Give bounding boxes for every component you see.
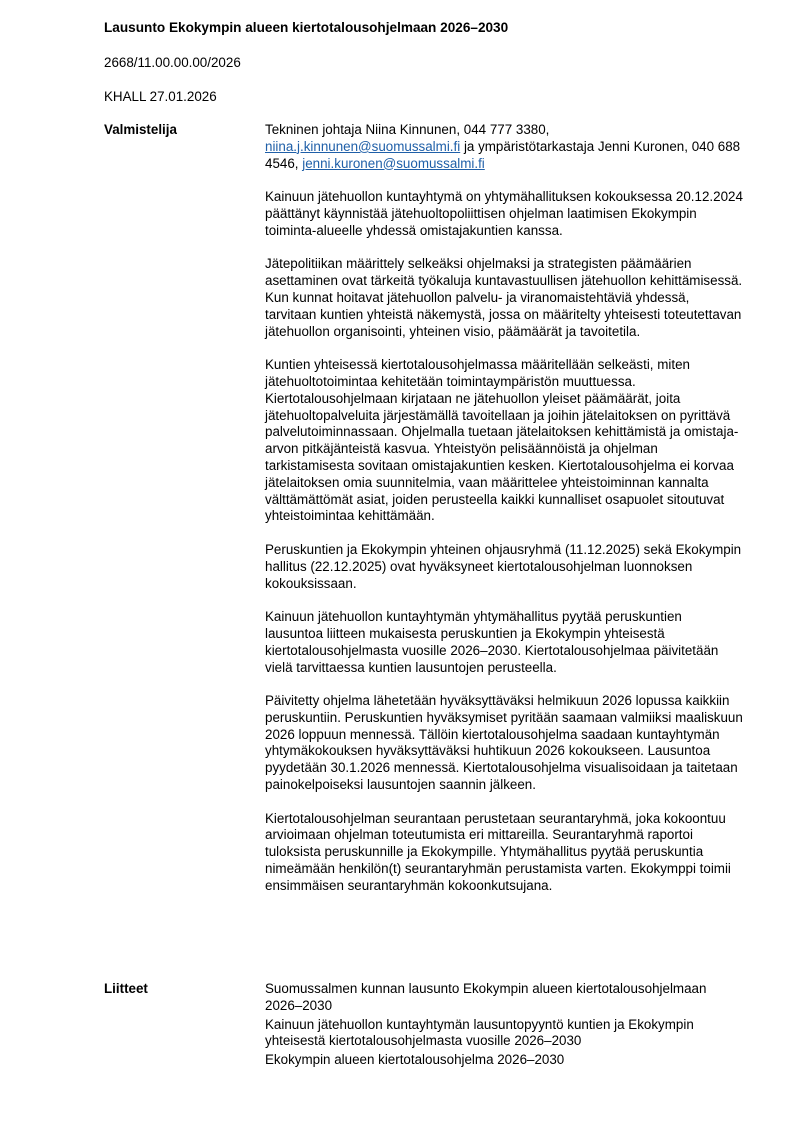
body-paragraph: Kainuun jätehuollon kuntayhtymän yhtymähallitus pyytää peruskuntien lausuntoa liitteen mukaisesta peruskuntien ja Ekokympin yhteisestä kiertotalousohjelmasta vuosille 2026–2030. Kiertotalousohjelmaa päivitetään vielä tarvittaessa kuntien lausuntojen perusteella. <box>265 609 719 675</box>
attachment-item: Kainuun jätehuollon kuntayhtymän lausuntopyyntö kuntien ja Ekokympin yhteisestä kiertotalousohjelmasta vuosille 2026–2030 <box>265 1016 694 1049</box>
preparer-content <box>265 122 743 895</box>
contact-mid: ja ympäristötarkastaja Jenni Kuronen, 040 688 4546, <box>265 138 741 171</box>
reference-number: 2668/11.00.00.00/2026 <box>104 55 241 70</box>
email-link-kinnunen[interactable]: niina.j.kinnunen@suomussalmi.fi <box>265 138 461 154</box>
body-paragraph: Kiertotalousohjelman seurantaan perustetaan seurantaryhmä, joka kokoontuu arvioimaan ohjelman toteutumista eri mittareilla. Seurantaryhmä raportoi tuloksista peruskunnille ja Ekokympille. Yhtymähallitus pyytää peruskuntia nimeämään henkilön(t) seurantaryhmän perustamista varten. Ekokymppi toimii ensimmäisen seurantaryhmän kokoonkutsujana. <box>265 810 731 893</box>
body-paragraph: Kainuun jätehuollon kuntayhtymä on yhtymähallituksen kokouksessa 20.12.2024 päättänyt käynnistää jätehuoltopoliittisen ohjelman laatimisen Ekokympin toiminta-alueelle yhdessä omistajakuntien kanssa. <box>265 189 743 238</box>
email-link-kuronen[interactable]: jenni.kuronen@suomussalmi.fi <box>302 155 485 171</box>
attachment-item: Suomussalmen kunnan lausunto Ekokympin alueen kiertotalousohjelmaan 2026–2030 <box>265 981 707 1013</box>
body-paragraph: Peruskuntien ja Ekokympin yhteinen ohjausryhmä (11.12.2025) sekä Ekokympin hallitus (22.12.2025) ovat hyväksyneet kiertotalousohjelman luonnoksen kokouksissaan. <box>265 541 742 591</box>
attachments-list <box>265 981 743 1071</box>
contact-prefix: Tekninen johtaja Niina Kinnunen, 044 777 3380, <box>265 122 550 137</box>
document-title: Lausunto Ekokympin alueen kiertotalousohjelmaan 2026–2030 <box>104 20 509 35</box>
body-paragraph: Jätepolitiikan määrittely selkeäksi ohjelmaksi ja strategisten päämäärien asettaminen ovat tärkeitä työkaluja kuntavastuullisen jätehuollon kehittämisessä. Kun kunnat hoitavat jätehuollon palvelu- ja viranomaistehtäviä yhdessä, tarvitaan kuntien yhteistä näkemystä, jossa on määritelty yhteisesti toteutettavan jätehuollon organisointi, yhteinen visio, päämäärät ja tavoitetila. <box>265 256 743 339</box>
attachment-item: Ekokympin alueen kiertotalousohjelma 2026–2030 <box>265 1052 565 1068</box>
preparer-label: Valmistelija <box>104 122 177 137</box>
body-paragraph: Kuntien yhteisessä kiertotalousohjelmassa määritellään selkeästi, miten jätehuoltotoimintaa kehitetään toimintaympäristön muuttuessa. Kiertotalousohjelmaan kirjataan ne jätehuollon yleiset päämäärät, joita jätehuoltopalveluita järjestämällä tavoitellaan ja joihin jätelaitoksen on pyrittävä palvelutoiminnassaan. Ohjelmalla tuetaan jätelaitoksen kehittämistä ja omistaja-arvon pitkäjänteistä kasvua. Yhteistyön pelisäännöistä ja ohjelman tarkistamisesta sovitaan omistajakuntien kesken. Kiertotalousohjelma ei korvaa jätelaitoksen omia suunnitelmia, vaan määrittelee yhteistoiminnan kannalta välttämättömät asiat, joiden perusteella kaikki kunnalliset osapuolet sitoutuvat yhteistoimintaa kehittämään. <box>265 357 739 524</box>
body-paragraph: Päivitetty ohjelma lähetetään hyväksyttäväksi helmikuun 2026 lopussa kaikkiin peruskuntiin. Peruskuntien hyväksymiset pyritään saamaan valmiiksi maaliskuun 2026 loppuun mennessä. Tällöin kiertotalousohjelma saadaan kuntayhtymän yhtymäkokouksen hyväksyttäväksi huhtikuun 2026 kokoukseen. Lausuntoa pyydetään 30.1.2026 mennessä. Kiertotalousohjelma visualisoidaan ja taitetaan painokelpoiseksi lausuntojen saannin jälkeen. <box>265 693 743 793</box>
contact-paragraph <box>265 122 743 172</box>
meeting-date: KHALL 27.01.2026 <box>104 89 217 104</box>
attachments-label: Liitteet <box>104 981 148 996</box>
